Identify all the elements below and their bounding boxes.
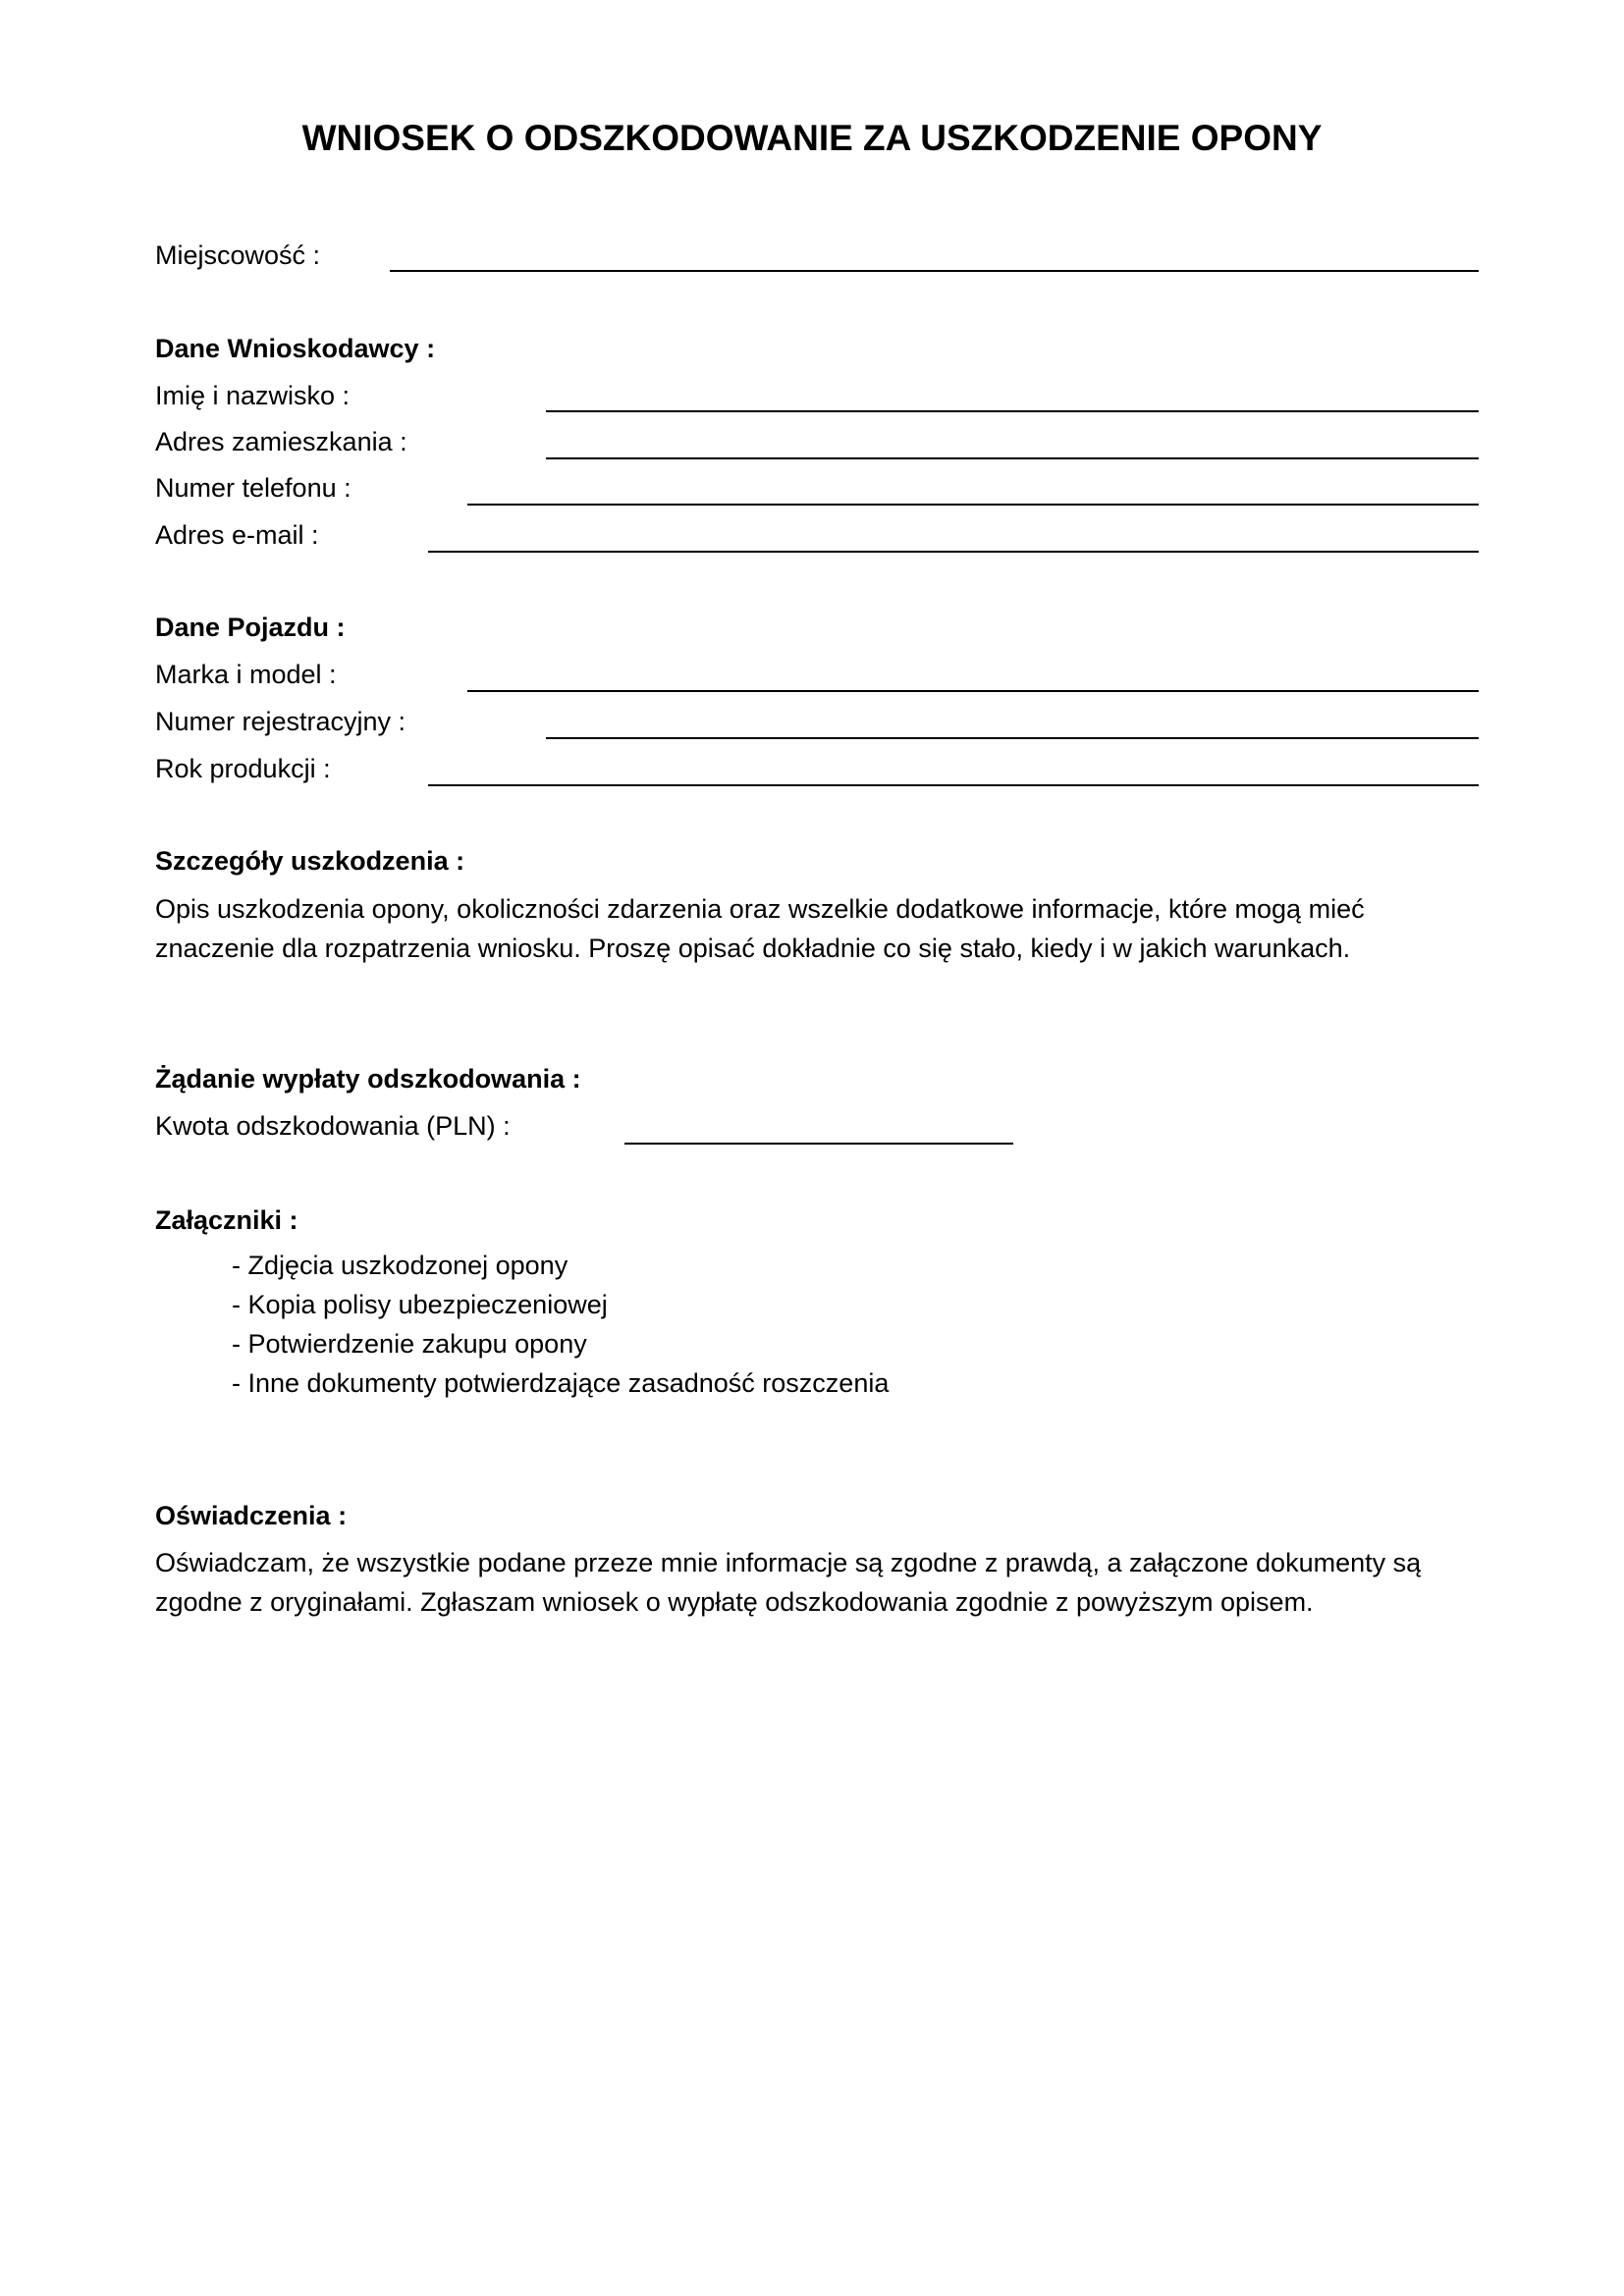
email-label: Adres e-mail : [155,520,319,550]
applicant-heading: Dane Wnioskodawcy : [155,334,436,363]
make-field[interactable] [467,690,1479,692]
amount-field[interactable] [624,1143,1013,1145]
phone-field[interactable] [467,504,1479,506]
registration-field[interactable] [546,737,1479,739]
attachments-heading: Załączniki : [155,1205,298,1235]
location-label: Miejscowość : [155,240,321,270]
declarations-heading: Oświadczenia : [155,1501,348,1530]
name-field[interactable] [546,410,1479,412]
name-label: Imię i nazwisko : [155,381,351,410]
email-field[interactable] [428,551,1479,553]
registration-label: Numer rejestracyjny : [155,707,406,736]
document-title: WNIOSEK O ODSZKODOWANIE ZA USZKODZENIE OPONY [301,118,1323,158]
address-field[interactable] [546,457,1479,459]
attachment-item: - Kopia polisy ubezpieczeniowej [232,1290,608,1319]
amount-label: Kwota odszkodowania (PLN) : [155,1111,511,1141]
damage-description: Opis uszkodzenia opony, okoliczności zdarzenia oraz wszelkie dodatkowe informacje, które mogą mieć znaczenie dla rozpatrzenia wniosku. Proszę opisać dokładnie co się stało, kiedy i w jakich warunkach. [155,894,1365,963]
make-label: Marka i model : [155,660,337,689]
payout-heading: Żądanie wypłaty odszkodowania : [155,1064,581,1094]
damage-heading: Szczegóły uszkodzenia : [155,846,465,876]
attachment-item: - Potwierdzenie zakupu opony [232,1329,587,1359]
declarations-text: Oświadczam, że wszystkie podane przeze mnie informacje są zgodne z prawdą, a załączone dokumenty są zgodne z oryginałami. Zgłaszam wniosek o wypłatę odszkodowania zgodnie z powyższym opisem. [155,1548,1422,1617]
attachment-item: - Zdjęcia uszkodzonej opony [232,1251,568,1280]
location-field[interactable] [390,270,1479,272]
vehicle-heading: Dane Pojazdu : [155,613,346,642]
year-label: Rok produkcji : [155,754,331,783]
phone-label: Numer telefonu : [155,473,352,503]
address-label: Adres zamieszkania : [155,427,407,456]
attachment-item: - Inne dokumenty potwierdzające zasadność roszczenia [232,1368,890,1398]
year-field[interactable] [428,784,1479,786]
